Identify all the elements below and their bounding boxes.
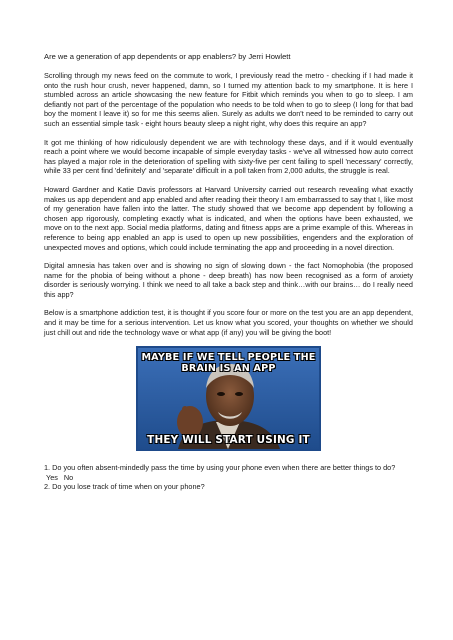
answer-yes[interactable]: Yes [46, 472, 58, 482]
paragraph-3: Howard Gardner and Katie Davis professors at Harvard University carried out research revealing what exactly makes us app dependent and app enabled and after reading their theory I am embarrassed to say that I, like most of my generation have fallen into the latter. The study showed that we become app dependent by following a chosen app rigorously, completing exactly what is indicated, and when the options have been exhausted, we move on to the next app. Social media platforms, dating and fitness apps are a prime example of this. Whereas in reference to being app enabled an app is used to open up new possibilities, engenders and the exploration of unexpected moves and options, which could include terminating the app and proceeding in a novel direction. [44, 184, 413, 252]
paragraph-4: Digital amnesia has taken over and is showing no sign of slowing down - the fact Nomophobia (the proposed name for the phobia of being without a phone - deep breath) has now been recognised as a form of anxiety disorder is seriously worrying. I think we need to all take a back step and think…with our brains… do I really need this app? [44, 261, 413, 299]
article-title: Are we a generation of app dependents or app enablers? by Jerri Howlett [44, 52, 291, 61]
meme-bottom-caption: THEY WILL START USING IT [147, 434, 310, 447]
meme-top-line-2: BRAIN IS AN APP [181, 363, 276, 375]
answer-no[interactable]: No [63, 472, 74, 482]
paragraph-2: It got me thinking of how ridiculously dependent we are with technology these days, and if it would eventually reach a point where we would become incapable of simple everyday tasks - we've all witnessed how auto correct has played a major role in the deterioration of spelling with sixty-five per cent failing to spell 'necessary' correctly, while 33 per cent find 'definitely' and 'separate' difficult in a poll taken from 2,000 adults, the struggle is real. [44, 137, 413, 176]
meme-top-caption [138, 352, 319, 374]
question-2: 2. Do you lose track of time when on your phone? [44, 482, 205, 492]
paragraph-1: Scrolling through my news feed on the commute to work, I previously read the metro - checking if I had made it onto the rush hour crush, never happened, damn, so I turned my attention back to my smartphone. It is here I stumbled across an article showcasing the new feature for Fitbit which reminds you when to go to sleep. I am defiantly not part of the percentage of the population who needs to be told when to go to sleep (I long for that bad boy the moment I leave it) so for me this seems alien. Surely as adults we don't need to be reminded to carry out such an essential simple task - eight hours beauty sleep a night right, why does this require an app? [44, 71, 413, 128]
paragraph-5: Below is a smartphone addiction test, it is thought if you score four or more on the test you are an app dependent, and it may be time for a serious intervention. Let us know what you scored, your thoughts on whether we should just chill out and ride the technology wave or what app (if any) you will be giving the boot! [44, 308, 413, 337]
meme-top-line-1: MAYBE IF WE TELL PEOPLE THE [141, 352, 316, 364]
question-1-answers [46, 473, 413, 482]
question-1: 1. Do you often absent-mindedly pass the time by using your phone even when there are better things to do? [44, 463, 396, 473]
meme-image [136, 346, 321, 451]
